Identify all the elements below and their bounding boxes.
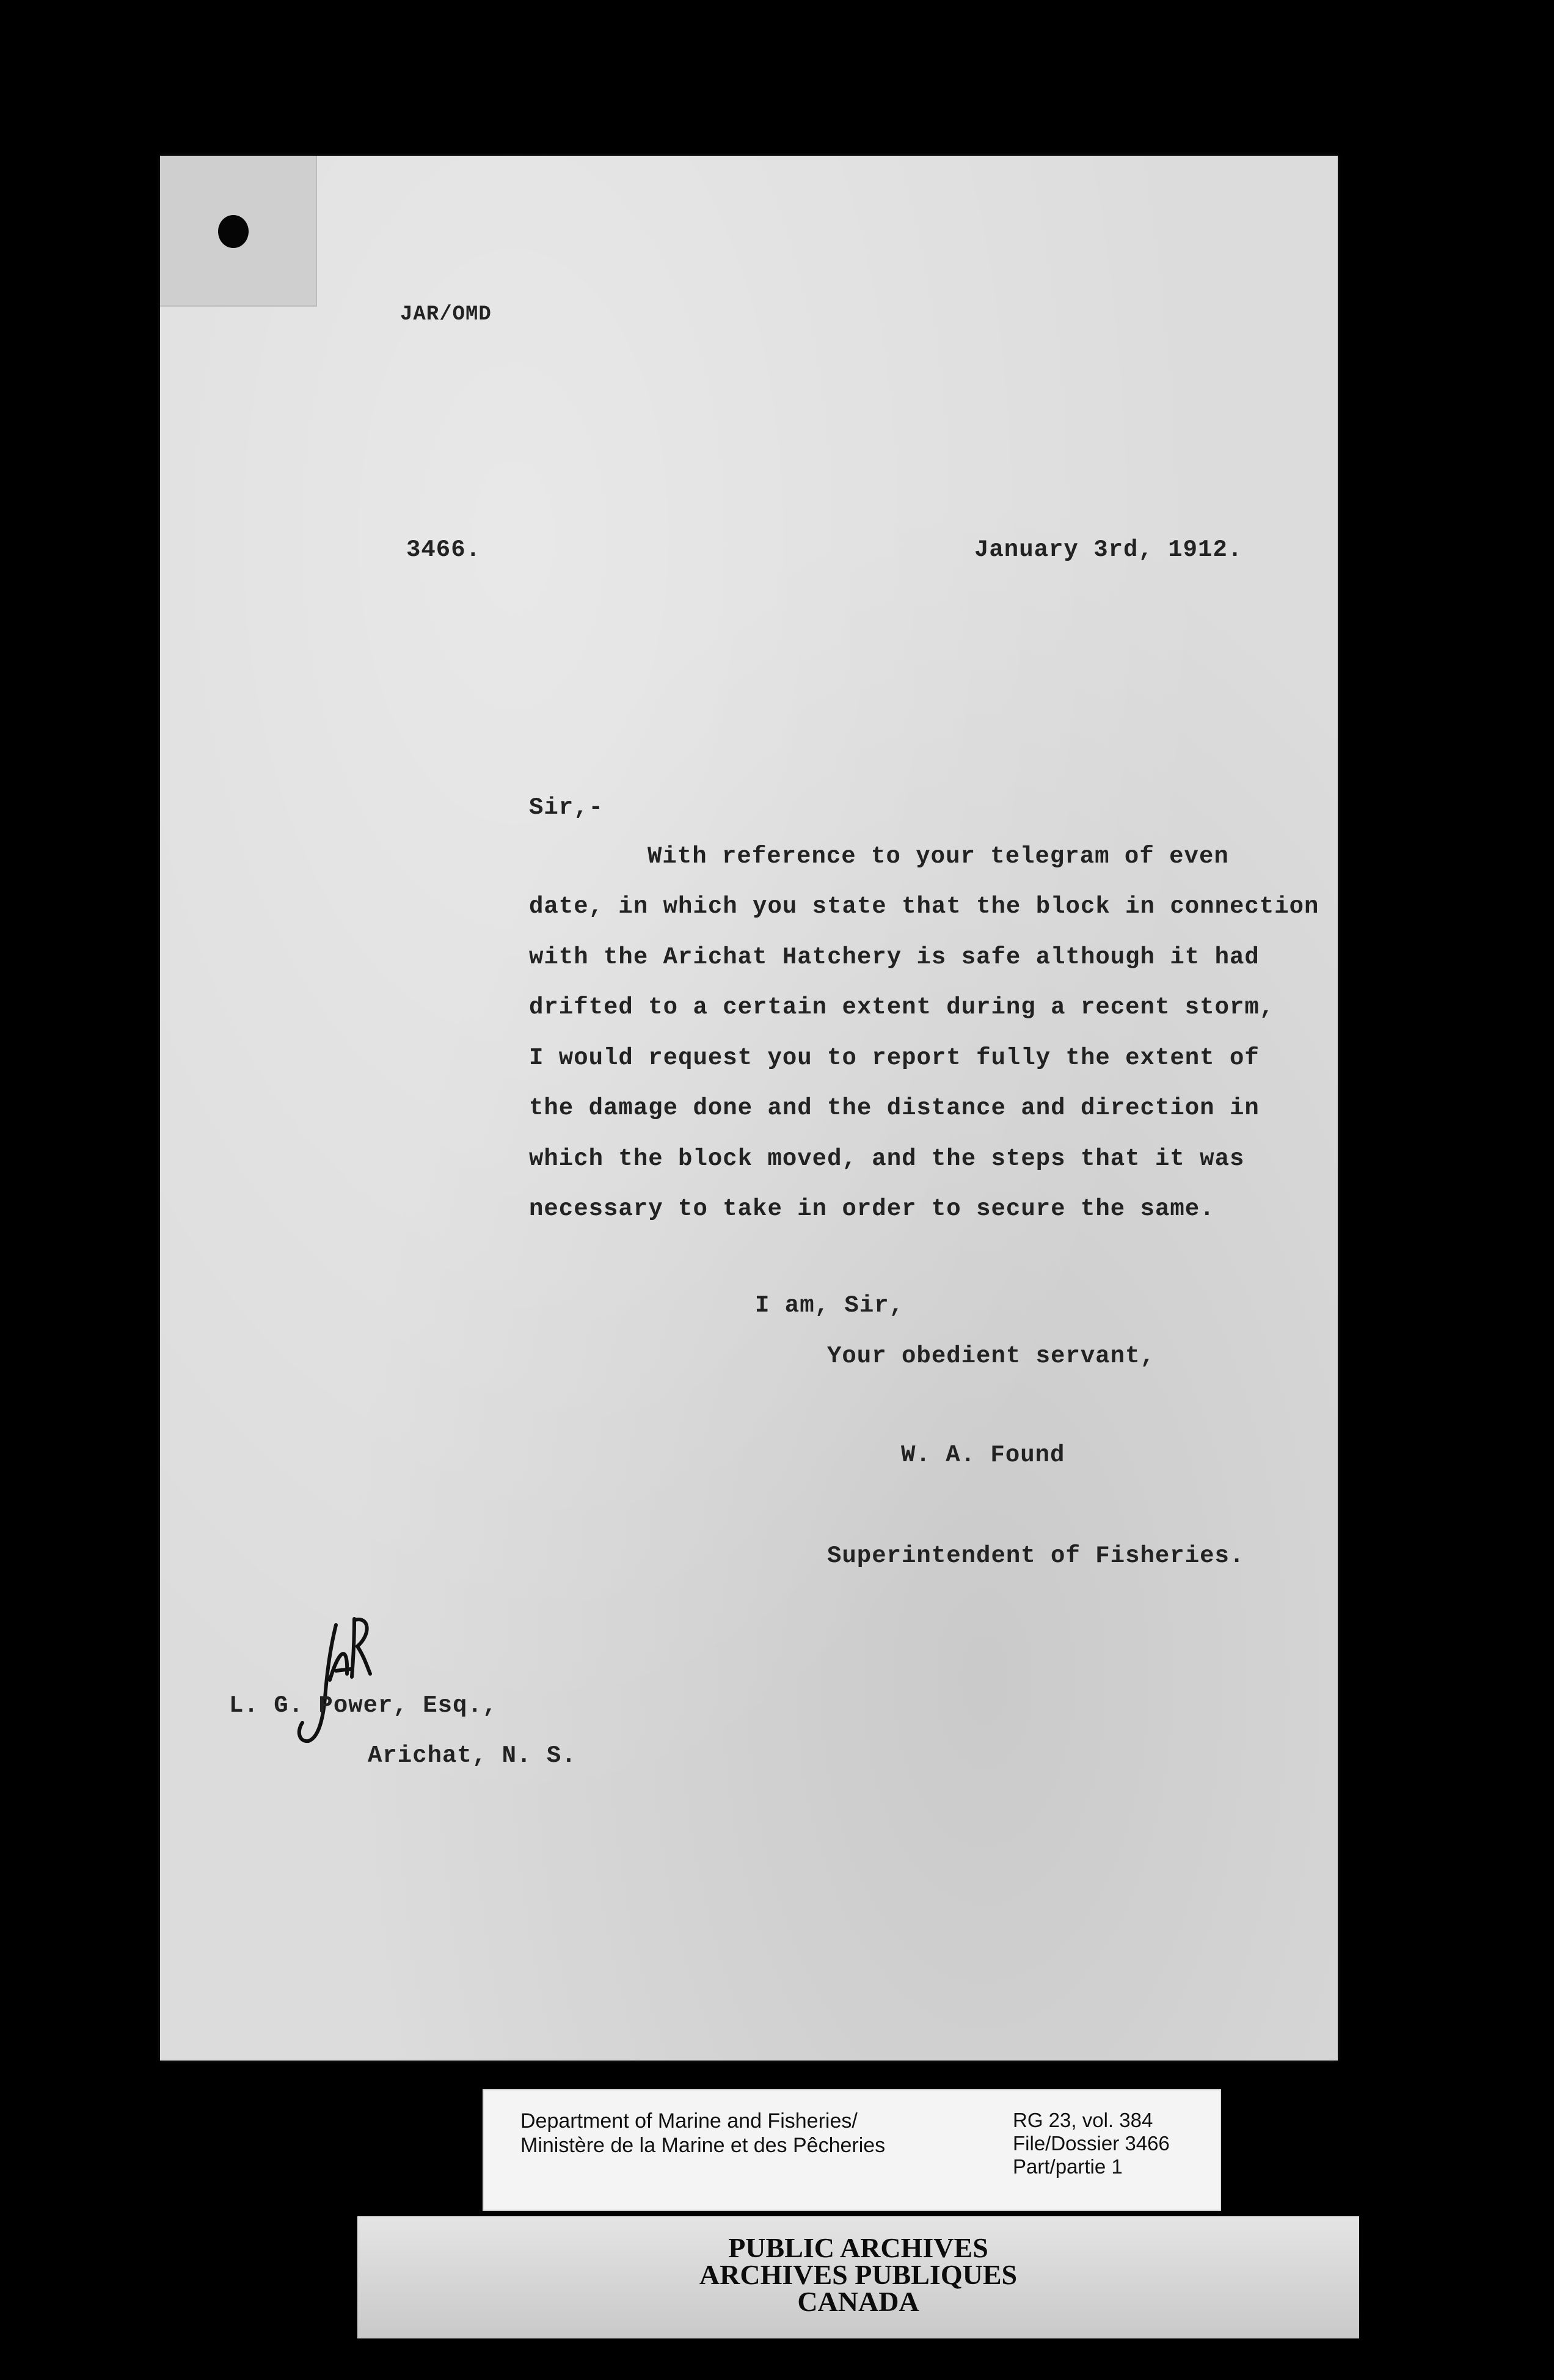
reference-code: JAR/OMD [400, 303, 492, 326]
closing-line: I am, Sir, [755, 1292, 905, 1319]
archive-banner [357, 2216, 1359, 2338]
salutation: Sir,- [529, 794, 604, 821]
addressee-place: Arichat, N. S. [368, 1742, 577, 1769]
part-partie: Part/partie 1 [1013, 2155, 1123, 2178]
signature: W. A. Found [901, 1442, 1065, 1469]
letter-date: January 3rd, 1912. [974, 536, 1243, 563]
addressee-name: L. G. Power, Esq., [229, 1692, 498, 1719]
file-number: 3466. [406, 536, 481, 563]
archive-label [483, 2089, 1221, 2211]
archive-label-reference [1013, 2109, 1170, 2178]
body-line: date, in which you state that the block in connection [529, 893, 1319, 920]
signatory-title: Superintendent of Fisheries. [827, 1542, 1245, 1569]
body-line: which the block moved, and the steps that it was [529, 1145, 1245, 1172]
handwritten-initials [293, 1613, 373, 1753]
banner-line: PUBLIC ARCHIVES [728, 2232, 988, 2263]
department-en: Department of Marine and Fisheries/ [520, 2109, 858, 2133]
punch-hole [218, 215, 249, 248]
body-line: necessary to take in order to secure the same. [529, 1195, 1215, 1222]
body-line: the damage done and the distance and direction in [529, 1095, 1260, 1122]
body-line: I would request you to report fully the extent of [529, 1045, 1260, 1071]
record-group: RG 23, vol. 384 [1013, 2109, 1153, 2131]
archive-label-department [520, 2109, 885, 2158]
body-line: With reference to your telegram of even [648, 843, 1229, 870]
department-fr: Ministère de la Marine et des Pêcheries [520, 2134, 886, 2157]
banner-line: CANADA [797, 2286, 919, 2317]
file-dossier: File/Dossier 3466 [1013, 2132, 1170, 2155]
closing-line: Your obedient servant, [827, 1343, 1155, 1370]
body-line: drifted to a certain extent during a recent storm, [529, 994, 1275, 1021]
archive-banner-text [357, 2232, 1359, 2317]
body-line: with the Arichat Hatchery is safe although it had [529, 944, 1260, 971]
banner-line: ARCHIVES PUBLIQUES [699, 2259, 1018, 2290]
